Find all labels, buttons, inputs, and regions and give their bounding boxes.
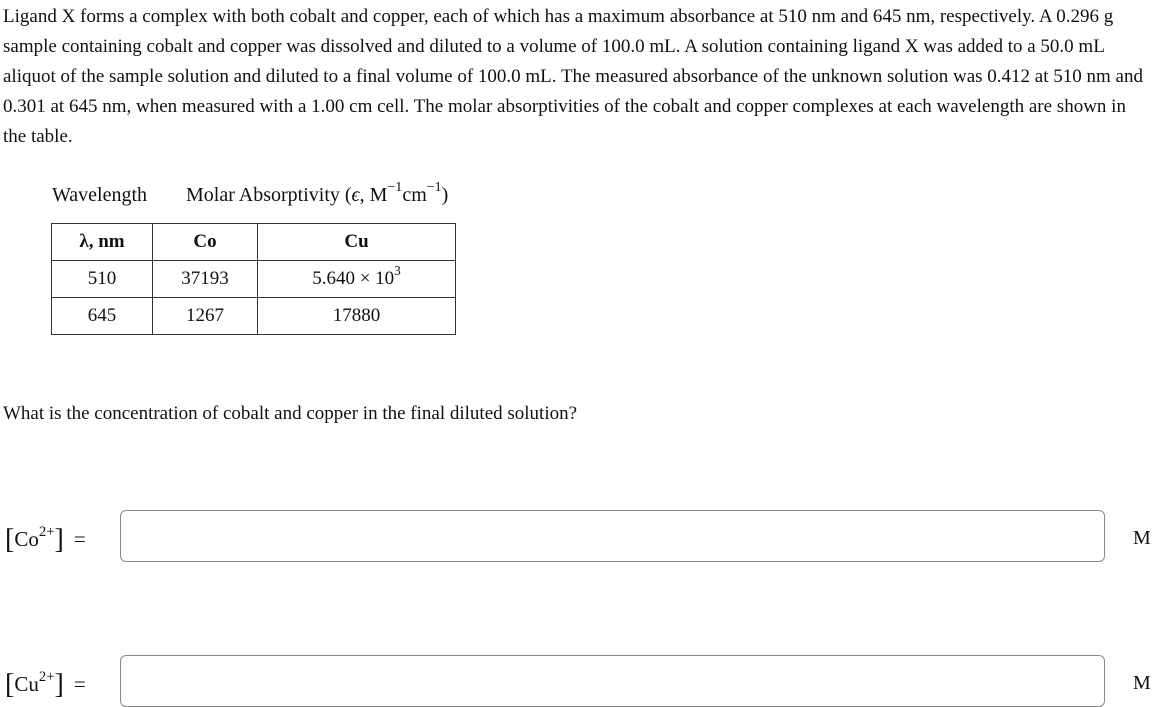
column-header-cu: Cu [258, 224, 456, 261]
copper-concentration-input[interactable] [120, 655, 1105, 707]
cobalt-concentration-input[interactable] [120, 510, 1105, 562]
question-text: What is the concentration of cobalt and copper in the final diluted solution? [3, 403, 578, 424]
answer-row-cobalt [0, 510, 1167, 562]
copper-unit-label: M [1133, 672, 1151, 694]
cobalt-unit-label: M [1133, 527, 1151, 549]
problem-statement: Ligand X forms a complex with both cobalt and copper, each of which has a maximum absorbance at 510 nm and 645 nm, respectively. A 0.296 g sample containing cobalt and copper was dissolved and diluted to a volume of 100.0 mL. A solution containing ligand X was added to a 50.0 mL aliquot of the sample solution and diluted to a final volume of 100.0 mL. The measured absorbance of the unknown solution was 0.412 at 510 nm and 0.301 at 645 nm, when measured with a 1.00 cm cell. The molar absorptivities of the cobalt and copper complexes at each wavelength are shown in the table. [3, 6, 1143, 147]
table-caption-molar-absorptivity: Molar Absorptivity (ϵ, $M^{-1}cm^{-1}$) [186, 180, 449, 206]
copper-concentration-label: $[Cu^{2+}]$ = [5, 668, 86, 700]
table-header-row [52, 224, 456, 261]
answer-row-copper [0, 655, 1167, 707]
epsilon-symbol: ϵ [351, 184, 360, 206]
column-header-co: Co [153, 224, 258, 261]
cell-cu: $5.640 \times 10^3$ [258, 261, 456, 298]
table-caption-wavelength: Wavelength [52, 184, 148, 206]
cell-co: 37193 [153, 261, 258, 298]
cell-cu: 17880 [258, 298, 456, 335]
cobalt-concentration-label: $[Co^{2+}]$ = [5, 523, 86, 555]
column-header-wavelength: λ, nm [52, 224, 153, 261]
cell-wavelength: 510 [52, 261, 153, 298]
table-row [52, 261, 456, 298]
table-row [52, 298, 456, 335]
cell-wavelength: 645 [52, 298, 153, 335]
molar-absorptivity-table [51, 223, 456, 335]
cell-co: 1267 [153, 298, 258, 335]
